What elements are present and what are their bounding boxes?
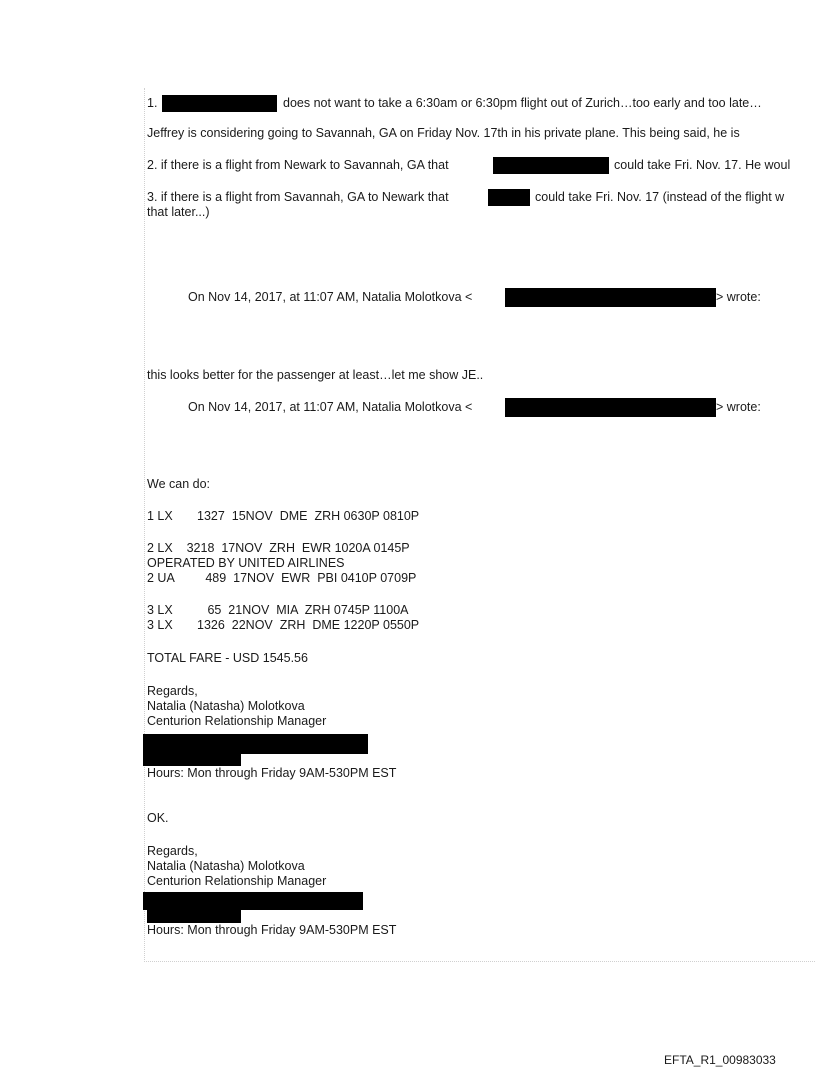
sig1-name: Natalia (Natasha) Molotkova xyxy=(147,699,305,713)
redaction-block xyxy=(143,734,368,754)
p2-text: Jeffrey is considering going to Savannah, GA on Friday Nov. 17th in his private plane. This being said, he is xyxy=(147,126,740,140)
redaction-block xyxy=(143,754,241,766)
redaction-block xyxy=(162,95,277,112)
redaction-block xyxy=(493,157,609,174)
itinerary-line-1: 1 LX 1327 15NOV DME ZRH 0630P 0810P xyxy=(147,509,420,523)
p4-text-b: could take Fri. Nov. 17 (instead of the flight w xyxy=(535,190,785,204)
sig1-title: Centurion Relationship Manager xyxy=(147,714,327,728)
p4-text-c: that later...) xyxy=(147,205,210,219)
p3-text-a: 2. if there is a flight from Newark to Savannah, GA that xyxy=(147,158,449,172)
sig2-title: Centurion Relationship Manager xyxy=(147,874,327,888)
p1-number: 1. xyxy=(147,96,158,110)
itinerary-line-2a: 2 LX 3218 17NOV ZRH EWR 1020A 0145P xyxy=(147,541,410,555)
itinerary-line-3b: 3 LX 1326 22NOV ZRH DME 1220P 0550P xyxy=(147,618,420,632)
quote-header-2: On Nov 14, 2017, at 11:07 AM, Natalia Molotkova < xyxy=(188,400,473,414)
sig2-name: Natalia (Natasha) Molotkova xyxy=(147,859,305,873)
quote-header-1: On Nov 14, 2017, at 11:07 AM, Natalia Molotkova < xyxy=(188,290,473,304)
sig1-hours: Hours: Mon through Friday 9AM-530PM EST xyxy=(147,766,397,780)
sig2-regards: Regards, xyxy=(147,844,198,858)
p5-text: this looks better for the passenger at least…let me show JE.. xyxy=(147,368,484,382)
p3-text-b: could take Fri. Nov. 17. He woul xyxy=(614,158,791,172)
quote-header-2-tail: > wrote: xyxy=(716,400,761,414)
itinerary-line-2c: 2 UA 489 17NOV EWR PBI 0410P 0709P xyxy=(147,571,417,585)
p4-text-a: 3. if there is a flight from Savannah, GA to Newark that xyxy=(147,190,449,204)
redaction-block xyxy=(505,288,716,307)
total-fare: TOTAL FARE - USD 1545.56 xyxy=(147,651,308,665)
we-can-do: We can do: xyxy=(147,477,211,491)
redaction-block xyxy=(505,398,716,417)
quote-header-1-tail: > wrote: xyxy=(716,290,761,304)
email-body-frame xyxy=(144,88,816,962)
p1-text: does not want to take a 6:30am or 6:30pm flight out of Zurich…too early and too late… xyxy=(283,96,762,110)
ok-text: OK. xyxy=(147,811,169,825)
document-id: EFTA_R1_00983033 xyxy=(664,1053,776,1067)
sig2-hours: Hours: Mon through Friday 9AM-530PM EST xyxy=(147,923,397,937)
itinerary-line-2b: OPERATED BY UNITED AIRLINES xyxy=(147,556,345,570)
redaction-block xyxy=(488,189,530,206)
redaction-block xyxy=(143,892,363,910)
redaction-block xyxy=(147,910,241,923)
sig1-regards: Regards, xyxy=(147,684,198,698)
itinerary-line-3a: 3 LX 65 21NOV MIA ZRH 0745P 1100A xyxy=(147,603,409,617)
